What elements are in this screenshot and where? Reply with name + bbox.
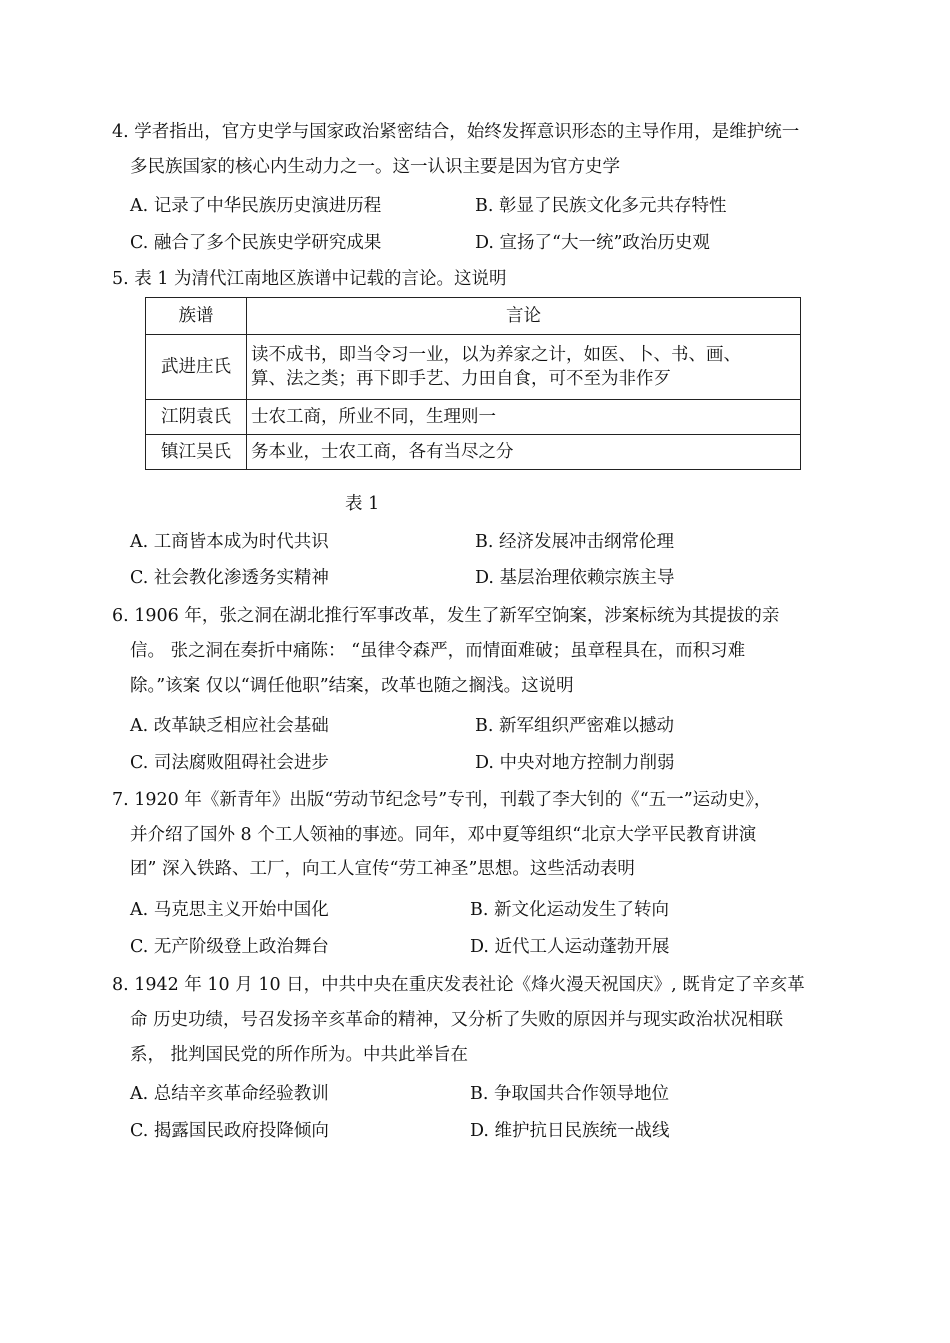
q6-stem-line-2: 信。 张之洞在奏折中痛陈： “虽律令森严，而情面难破；虽章程具在，而积习难 <box>130 641 746 661</box>
q7-stem-line-3: 团” 深入铁路、工厂，向工人宣传“劳工神圣”思想。这些活动表明 <box>130 859 635 879</box>
q5-stem-line-1: 5. 表 1 为清代江南地区族谱中记载的言论。这说明 <box>112 269 507 289</box>
q4-option-c[interactable]: C. 融合了多个民族史学研究成果 <box>130 233 382 253</box>
q7-option-b[interactable]: B. 新文化运动发生了转向 <box>470 900 669 920</box>
table-cell-text: 士农工商，所业不同，生理则一 <box>247 400 801 435</box>
q4-stem-line-1: 4. 学者指出，官方史学与国家政治紧密结合，始终发挥意识形态的主导作用，是维护统一 <box>112 122 800 142</box>
q8-stem-line-3: 系， 批判国民党的所作所为。中共此举旨在 <box>130 1045 469 1065</box>
q5-option-c[interactable]: C. 社会教化渗透务实精神 <box>130 568 329 588</box>
table-cell-clan: 江阴袁氏 <box>146 400 247 435</box>
clan-genealogy-table <box>145 297 801 470</box>
q6-option-a[interactable]: A. 改革缺乏相应社会基础 <box>130 716 329 736</box>
q6-stem-line-3: 除。”该案 仅以“调任他职”结案，改革也随之搁浅。这说明 <box>130 676 574 696</box>
table-header-clan: 族谱 <box>146 298 247 335</box>
q4-stem-line-2: 多民族国家的核心内生动力之一。这一认识主要是因为官方史学 <box>130 157 620 177</box>
table-cell-clan: 武进庄氏 <box>146 335 247 400</box>
q4-option-d[interactable]: D. 宣扬了“大一统”政治历史观 <box>475 233 710 253</box>
table-header-text: 言论 <box>247 298 801 335</box>
q8-option-a[interactable]: A. 总结辛亥革命经验教训 <box>130 1084 329 1104</box>
q6-stem-line-1: 6. 1906 年，张之洞在湖北推行军事改革，发生了新军空饷案，涉案标统为其提拔的亲 <box>112 606 780 626</box>
table-cell-clan: 镇江吴氏 <box>146 435 247 470</box>
table-cell-text-line: 读不成书，即当令习一业，以为养家之计，如医、卜、书、画、 <box>251 345 741 365</box>
q6-option-c[interactable]: C. 司法腐败阻碍社会进步 <box>130 753 329 773</box>
q8-option-d[interactable]: D. 维护抗日民族统一战线 <box>470 1121 670 1141</box>
table-cell-text-line: 算、法之类；再下即手艺、力田自食，可不至为非作歹 <box>251 369 671 389</box>
q8-option-b[interactable]: B. 争取国共合作领导地位 <box>470 1084 669 1104</box>
q7-stem-line-1: 7. 1920 年《新青年》出版“劳动节纪念号”专刊，刊载了李大钊的《“五一”运动史》， <box>112 790 772 810</box>
q8-stem-line-2: 命 历史功绩，号召发扬辛亥革命的精神，又分析了失败的原因并与现实政治状况相联 <box>130 1010 784 1030</box>
table-row <box>146 335 801 400</box>
table-cell-text <box>247 335 801 400</box>
q5-option-b[interactable]: B. 经济发展冲击纲常伦理 <box>475 532 674 552</box>
q7-option-c[interactable]: C. 无产阶级登上政治舞台 <box>130 937 329 957</box>
q8-stem-line-1: 8. 1942 年 10 月 10 日，中共中央在重庆发表社论《烽火漫天祝国庆》, 既肯定了辛亥革 <box>112 975 805 995</box>
table-row <box>146 400 801 435</box>
table-caption: 表 1 <box>345 494 380 514</box>
q7-option-a[interactable]: A. 马克思主义开始中国化 <box>130 900 329 920</box>
q7-stem-line-2: 并介绍了国外 8 个工人领袖的事迹。同年，邓中夏等组织“北京大学平民教育讲演 <box>130 825 757 845</box>
q4-option-b[interactable]: B. 彰显了民族文化多元共存特性 <box>475 196 727 216</box>
q8-option-c[interactable]: C. 揭露国民政府投降倾向 <box>130 1121 329 1141</box>
q4-option-a[interactable]: A. 记录了中华民族历史演进历程 <box>130 196 382 216</box>
q7-option-d[interactable]: D. 近代工人运动蓬勃开展 <box>470 937 670 957</box>
table-row <box>146 435 801 470</box>
table-header-row <box>146 298 801 335</box>
q6-option-b[interactable]: B. 新军组织严密难以撼动 <box>475 716 674 736</box>
table-cell-text: 务本业，士农工商，各有当尽之分 <box>247 435 801 470</box>
q5-option-d[interactable]: D. 基层治理依赖宗族主导 <box>475 568 675 588</box>
q6-option-d[interactable]: D. 中央对地方控制力削弱 <box>475 753 675 773</box>
q5-option-a[interactable]: A. 工商皆本成为时代共识 <box>130 532 329 552</box>
